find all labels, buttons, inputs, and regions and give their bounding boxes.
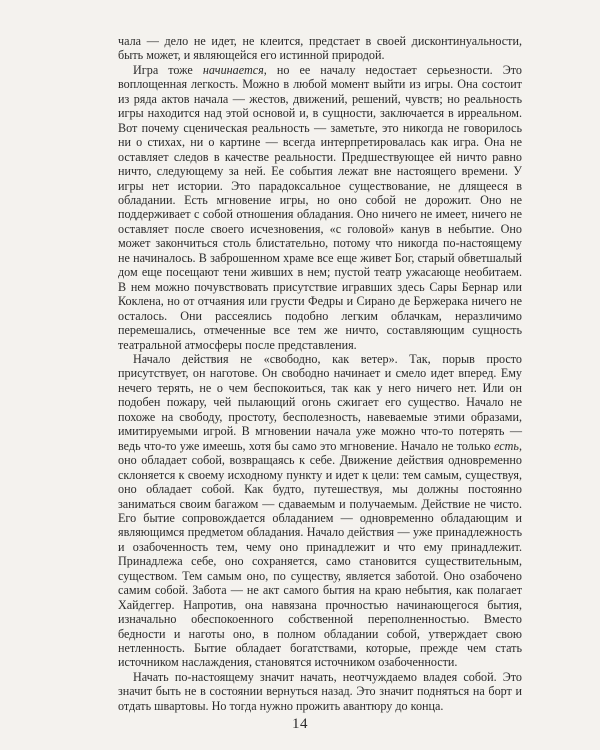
emphasis-est: есть xyxy=(494,438,519,453)
paragraph-3-text-cont: , оно обладает собой, возвращаясь к себе. Движение действия одновременно склоняется к своему исходному пункту и идет к цели: тем самым, существуя, оно обладает собой. Как будто, путешествуя, мы должны постоянно заниматься своим багажом — сдаваемым и получаемым. Действие не чисто. Его бытие сопровождается обладанием — одновременно обладающим и являющимся предметом обладания. Начало действия — уже принадлежность и озабоченность тем, чему оно принадлежит и что ему принадлежит. Принадлежа себе, оно сохраняется, само становится существительным, существом. Тем самым оно, по существу, является заботой. Оно озабочено самим собой. Забота — не акт самого бытия на краю небытия, как полагает Хайдеггер. Напротив, она навязана прочностью начинающегося бытия, изначально обеспокоенного собственной переполненностью. Вместо бедности и наготы оно, в полном обладании собой, утверждает свою нетленность. Бытие обладает богатствами, которые, прежде чем стать источником наслаждения, становятся источником озабоченности. xyxy=(118,438,522,670)
paragraph-3 xyxy=(118,352,522,670)
paragraph-1 xyxy=(118,34,522,63)
paragraph-2-text: Игра тоже xyxy=(133,62,203,77)
page-number: 14 xyxy=(292,716,308,732)
emphasis-nachinaetsya: начинается xyxy=(202,62,264,77)
body-text xyxy=(118,34,522,713)
paragraph-2-text-cont: , но ее началу недостает серьезности. Это воплощенная легкость. Можно в любой момент выйти из игры. Она состоит из ряда актов начала — жестов, движений, решений, чувств; но реальность игры находится над этой основой и, в сущности, заключается в ирреальном. Вот почему сценическая реальность — заметьте, это никогда не говорилось ни о стихах, ни о картине — всегда интерпретировалась как игра. Она не оставляет следов в качестве реальности. Предшествующее ей ничто равно ничто, следующему за ней. Ее события лежат вне настоящего времени. У игры нет истории. Это парадоксальное существование, не длящееся в обладании. Есть мгновение игры, но оно собой не дорожит. Оно не поддерживает с собой отношения обладания. Оно ничего не имеет, ничего не оставляет после своего исчезновения, «с головой» канув в небытие. Оно может закончиться столь блистательно, потому что никогда по-настоящему не начиналось. В заброшенном храме все еще живет Бог, старый обветшалый дом еще посещают тени живших в нем; пустой театр ужасающе необитаем. В нем можно почувствовать присутствие игравших здесь Сары Бернар или Коклена, но от отчаяния или грусти Федры и Сирано де Бержерака ничего не осталось. Они рассеялись подобно легким облачкам, неразличимо перемешались, отмеченные все тем же ничто, составляющим сущность театральной атмосферы после представления. xyxy=(118,62,522,352)
paragraph-1-text: чала — дело не идет, не клеится, предстает в своей дисконтинуальности, быть может, и являющейся его истинной природой. xyxy=(118,34,522,63)
paragraph-4 xyxy=(118,670,522,713)
paragraph-3-text: Начало действия не «свободно, как ветер». Так, порыв просто присутствует, он наготове. Он свободно начинает и смело идет вперед. Ему нечего терять, не о чем беспокоиться, так как у него ничего нет. Или он подобен пожару, чей пылающий огонь сжигает его существо. Начало не похоже на свободу, простоту, бесполезность, навеваемые этими образами, имитируемыми игрой. В мгновении начала уже можно что-то потерять — ведь что-то уже имеешь, хотя бы само это мгновение. Начало не только xyxy=(118,351,522,453)
paragraph-4-text: Начать по-настоящему значит начать, неотчуждаемо владея собой. Это значит быть не в состоянии вернуться назад. Это значит подняться на борт и отдать швартовы. Но тогда нужно прожить авантюру до конца. xyxy=(118,669,522,713)
paragraph-2 xyxy=(118,63,522,352)
